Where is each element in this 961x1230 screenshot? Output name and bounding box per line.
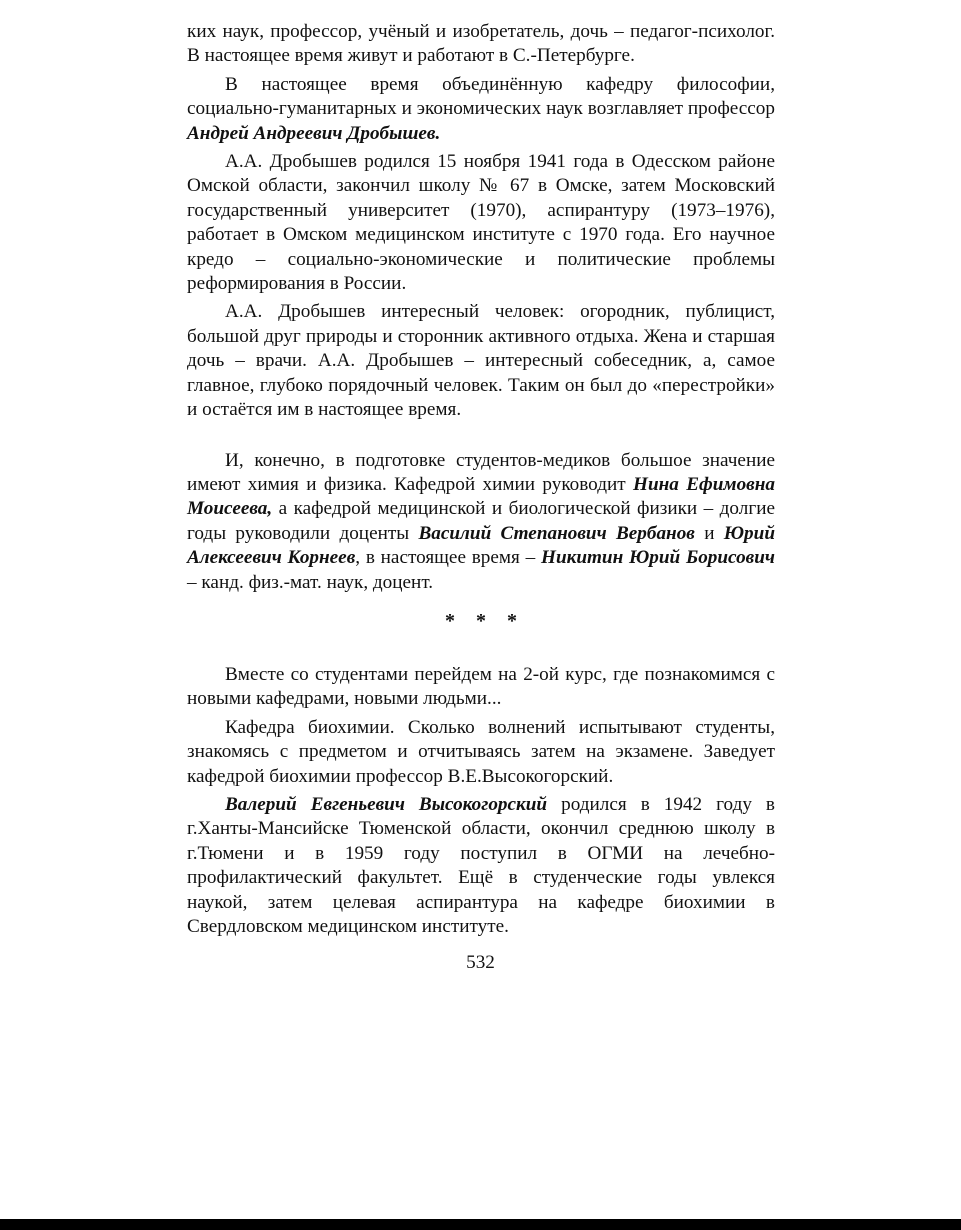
person-name: Василий Степанович Вербанов [418, 522, 695, 544]
paragraph-text: И, конечно, в подготовке студентов-медиков большое значение имеют химия и физика. Кафедрой химии руководит [187, 449, 775, 495]
paragraph-text: родился в 1942 году в г.Ханты-Мансийске Тюменской области, окончил среднюю школу в г.Тюмени и в 1959 году поступил в ОГМИ на лечебно-профилактический факультет. Ещё в студенческие годы увлекся наукой, затем целевая аспирантура на кафедре биохимии в Свердловском медицинском институте. [187, 793, 775, 937]
person-name: Андрей Андреевич Дробышев. [187, 122, 441, 144]
page-number: 532 [466, 952, 495, 973]
paragraph-drobyshev-bio: А.А. Дробышев родился 15 ноября 1941 года в Одесском районе Омской области, закончил школу № 67 в Омске, затем Московский государственный университет (1970), аспирантуру (1973–1976), работает в Омском медицинском институте с 1970 года. Его научное кредо – социально-экономические и политические проблемы реформирования в России. [187, 151, 775, 295]
paragraph-second-year: Вместе со студентами перейдем на 2-ой курс, где познакомимся с новыми кафедрами, новыми людьми... [187, 663, 775, 710]
paragraph-text: а кафедрой медицинской и биологической физики – долгие годы руководили доценты [187, 498, 775, 544]
section-separator-stars: * * * [445, 609, 525, 632]
paragraph-drobyshev-intro [187, 73, 775, 146]
paragraph-text: , в настоящее время – [355, 547, 542, 569]
paragraph-continuation: ких наук, профессор, учёный и изобретатель, дочь – педагог-психолог. В настоящее время живут и работают в С.-Петербурге. [187, 21, 775, 67]
paragraph-vysokogorsky-bio [187, 793, 775, 939]
paragraph-text: и [694, 522, 724, 544]
scan-bottom-edge [0, 1219, 961, 1230]
person-name: Никитин Юрий Борисович [541, 547, 775, 569]
person-name: Валерий Евгеньевич Высокогорский [225, 793, 548, 815]
person-name: Юрий Алексеевич Корнеев [187, 522, 775, 569]
paragraph-chemistry-physics [187, 449, 775, 595]
paragraph-text: – канд. физ.-мат. наук, доцент. [187, 571, 434, 593]
page-text-block [187, 20, 775, 939]
paragraph-text: В настоящее время объединённую кафедру философии, социально-гуманитарных и экономических наук возглавляет профессор [187, 73, 775, 120]
paragraph-drobyshev-personal: А.А. Дробышев интересный человек: огородник, публицист, большой друг природы и сторонник активного отдыха. Жена и старшая дочь – врачи. А.А. Дробышев – интересный собеседник, а, самое главное, глубоко порядочный человек. Таким он был до «перестройки» и остаётся им в настоящее время. [187, 301, 775, 421]
paragraph-biochemistry: Кафедра биохимии. Сколько волнений испытывают студенты, знакомясь с предметом и отчитываясь затем на экзамене. Заведует кафедрой биохимии профессор В.Е.Высокогорский. [187, 716, 775, 787]
person-name: Нина Ефимовна Моисеева, [187, 473, 775, 520]
